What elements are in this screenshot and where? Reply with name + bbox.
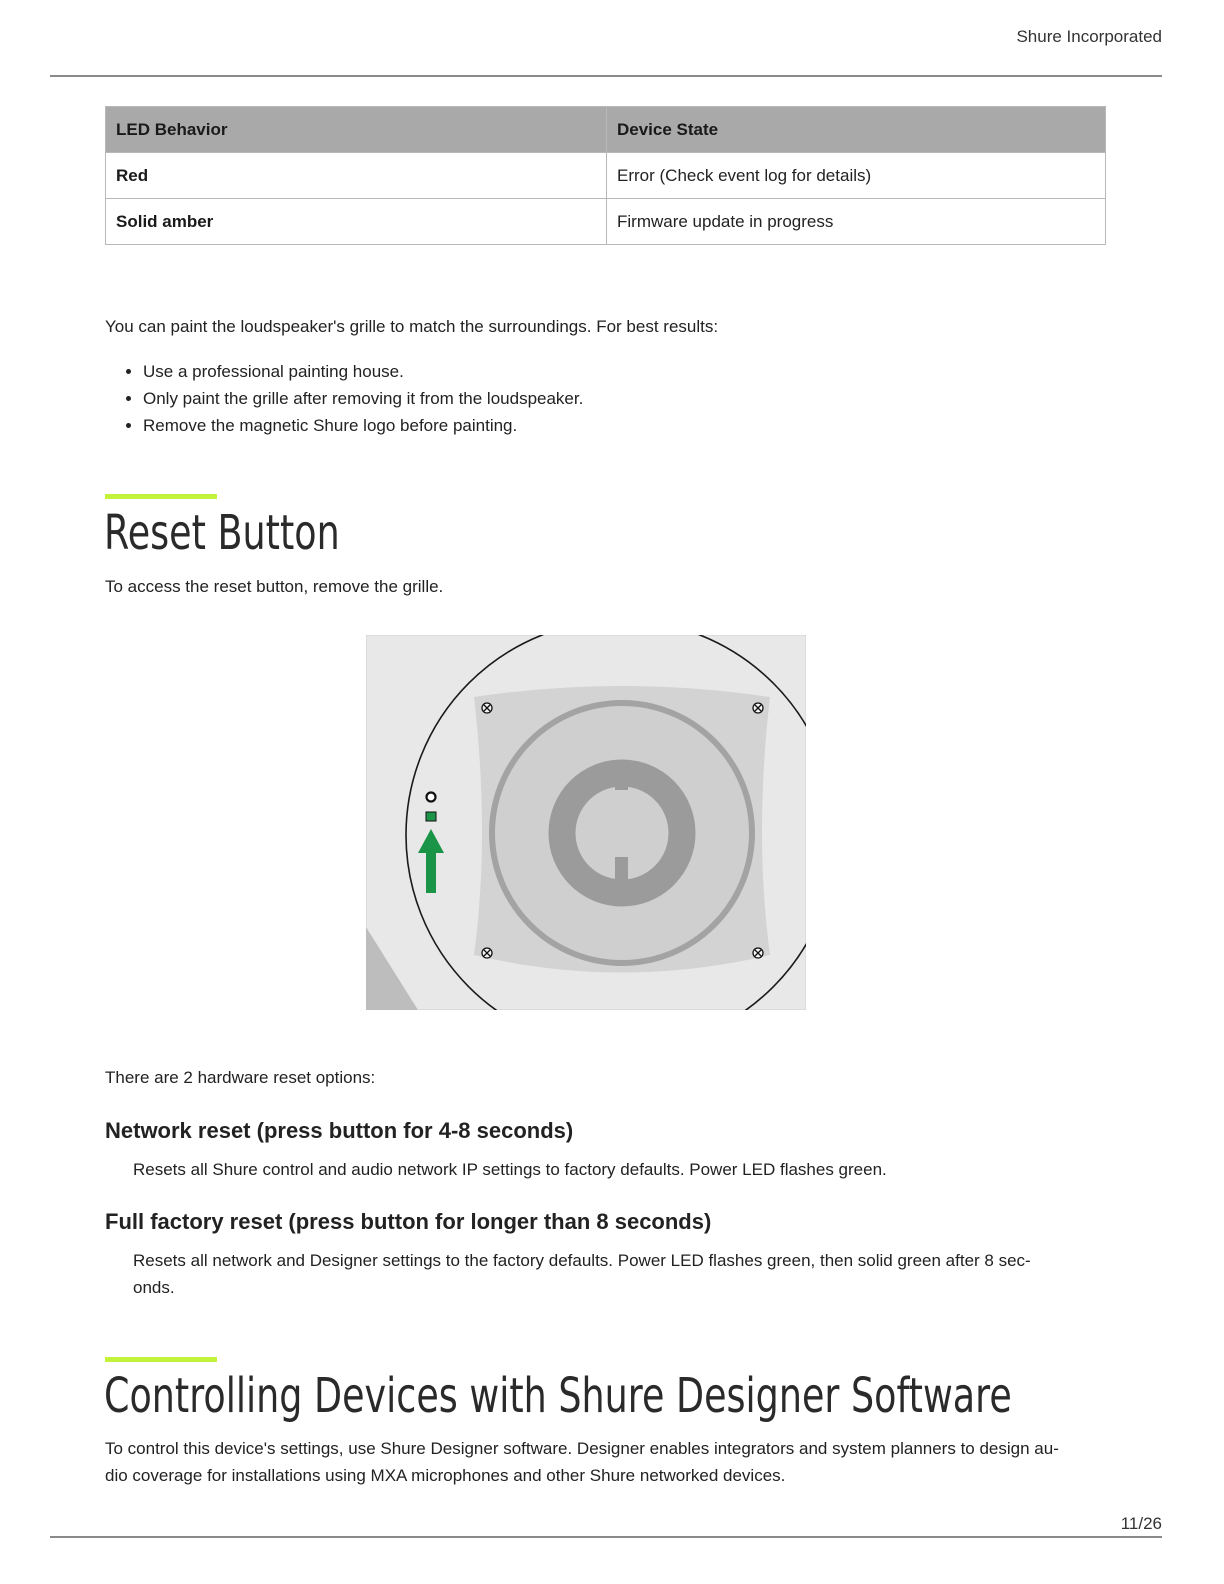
designer-section-heading: Controlling Devices with Shure Designer Software <box>104 1368 1012 1424</box>
factory-reset-line: onds. <box>133 1278 175 1297</box>
list-item: • Only paint the grille after removing it from the loudspeaker. <box>143 385 583 412</box>
factory-reset-description <box>133 1247 1093 1301</box>
designer-description <box>105 1435 1115 1489</box>
screw-icon <box>482 703 492 713</box>
reset-button-heading: Reset Button <box>104 505 340 561</box>
page-number: 11/26 <box>1120 1514 1162 1533</box>
company-name: Shure Incorporated <box>1016 27 1162 46</box>
ring-gap-bottom <box>615 857 628 887</box>
list-item: • Remove the magnetic Shure logo before painting. <box>143 412 583 439</box>
column-header-device-state: Device State <box>607 107 1106 153</box>
reset-button-illustration <box>366 635 806 1010</box>
screw-icon <box>753 948 763 958</box>
led-behavior-table <box>105 106 1106 245</box>
led-behavior-cell: Red <box>106 153 607 199</box>
list-item: • Use a professional painting house. <box>143 358 583 385</box>
factory-reset-heading: Full factory reset (press button for longer than 8 seconds) <box>105 1209 712 1234</box>
device-state-cell: Firmware update in progress <box>607 199 1106 245</box>
column-header-led-behavior: LED Behavior <box>106 107 607 153</box>
network-reset-description: Resets all Shure control and audio network IP settings to factory defaults. Power LED flashes green. <box>133 1160 887 1179</box>
reset-button-icon <box>426 812 436 821</box>
factory-reset-line: Resets all network and Designer settings to the factory defaults. Power LED flashes green, then solid green after 8 sec- <box>133 1251 1031 1270</box>
power-led-icon <box>427 793 436 802</box>
reset-options-intro: There are 2 hardware reset options: <box>105 1068 376 1087</box>
table-row <box>106 199 1106 245</box>
painting-intro: You can paint the loudspeaker's grille to match the surroundings. For best results: <box>105 317 719 336</box>
footer-divider <box>50 1536 1162 1538</box>
inner-ring <box>492 703 752 963</box>
table-row <box>106 153 1106 199</box>
section-accent-bar <box>105 494 217 499</box>
painting-tips-list <box>105 358 583 439</box>
table-header-row <box>106 107 1106 153</box>
section-accent-bar <box>105 1357 217 1362</box>
network-reset-heading: Network reset (press button for 4-8 seconds) <box>105 1118 574 1143</box>
designer-description-line: dio coverage for installations using MXA microphones and other Shure networked devices. <box>105 1466 786 1485</box>
screw-icon <box>482 948 492 958</box>
reset-intro: To access the reset button, remove the grille. <box>105 577 444 596</box>
device-state-cell: Error (Check event log for details) <box>607 153 1106 199</box>
designer-description-line: To control this device's settings, use Shure Designer software. Designer enables integrators and system planners to design au- <box>105 1439 1059 1458</box>
ring-gap-top <box>615 760 628 790</box>
led-behavior-cell: Solid amber <box>106 199 607 245</box>
header-divider <box>50 75 1162 77</box>
screw-icon <box>753 703 763 713</box>
